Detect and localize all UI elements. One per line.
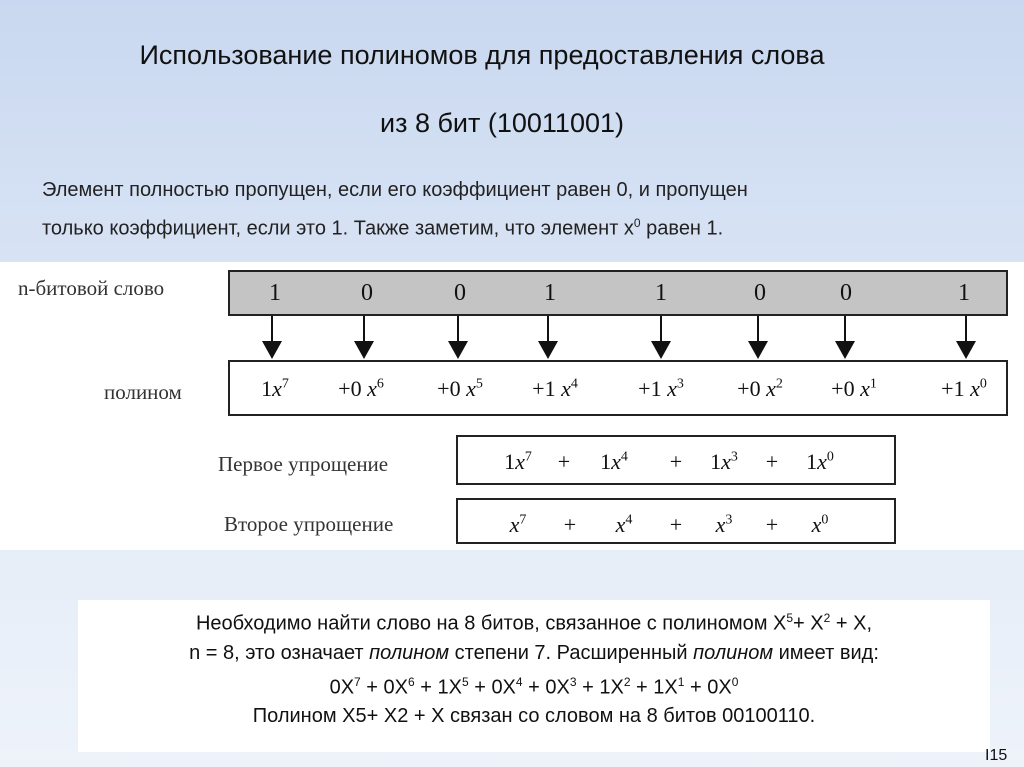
term-variable: x [817, 449, 827, 474]
intro-line2-tail: равен 1. [640, 217, 724, 240]
bit-cell: 1 [269, 280, 281, 306]
note-line1-b: + X [793, 612, 824, 635]
polynomial-term [437, 376, 483, 402]
arrow-head [748, 341, 768, 359]
term-variable: x [272, 376, 282, 401]
polynomial-term [616, 512, 633, 538]
note-line2-c: имеет вид: [773, 641, 879, 664]
intro-line1: Элемент полностью пропущен, если его коэффициент равен 0, и пропущен [42, 179, 748, 201]
bit-cell: 1 [655, 280, 667, 306]
explanation-box [78, 600, 990, 752]
expanded-term-separator: + [468, 676, 492, 699]
bit-word-box [228, 270, 1008, 316]
arrow-head [651, 341, 671, 359]
arrow-stem [271, 316, 273, 342]
arrow-head [262, 341, 282, 359]
bit-cell: 0 [454, 280, 466, 306]
plus-sign: + [765, 512, 779, 537]
arrow-head [835, 341, 855, 359]
term-exponent: 5 [475, 376, 483, 392]
polynomial-term [510, 512, 527, 538]
arrow-stem [457, 316, 459, 342]
expanded-term-exponent: 3 [569, 674, 577, 689]
bit-cell: 0 [754, 280, 766, 306]
term-coefficient: +0 [338, 376, 368, 401]
note-line1-c: + X, [830, 612, 873, 635]
polynomial-term [941, 376, 987, 402]
expanded-term-exponent: 6 [408, 674, 415, 689]
polynomial-term [504, 449, 532, 475]
note-line2 [78, 639, 990, 668]
intro-text [42, 174, 992, 246]
plus-sign: + [557, 449, 571, 474]
expanded-term-separator: + [360, 676, 384, 699]
arrow-stem [965, 316, 967, 342]
expanded-term-separator: + [414, 676, 438, 699]
term-variable: x [509, 512, 520, 537]
plus-sign: + [563, 512, 577, 537]
bit-cell: 1 [958, 280, 970, 306]
slide-title-line1: Использование полиномов для предоставления слова [139, 40, 825, 70]
term-variable: x [970, 376, 980, 401]
down-arrow-icon [651, 316, 671, 360]
expanded-term-exponent: 0 [731, 674, 739, 689]
term-variable: x [715, 512, 726, 537]
term-exponent: 4 [625, 512, 633, 528]
term-coefficient: 1 [806, 449, 818, 474]
expanded-term-base: 0X [707, 676, 732, 699]
arrow-stem [547, 316, 549, 342]
polynomial-term [710, 449, 738, 475]
term-variable: x [367, 376, 377, 401]
down-arrow-icon [448, 316, 468, 360]
polynomial-term [638, 376, 684, 402]
down-arrow-icon [262, 316, 282, 360]
slide-title-line2: из 8 бит (10011001) [379, 108, 624, 138]
term-coefficient: 1 [600, 449, 612, 474]
arrow-stem [844, 316, 846, 342]
polynomial-term [737, 376, 783, 402]
polynomial-box [228, 360, 1008, 416]
note-line4: Полином X5+ X2 + X связан со словом на 8 битов 00100110. [252, 705, 816, 728]
page-number: I15 [985, 747, 1008, 764]
arrow-head [448, 341, 468, 359]
term-variable: x [766, 376, 776, 401]
expanded-term-separator: + [576, 676, 600, 699]
term-exponent: 7 [519, 512, 527, 528]
arrow-stem [660, 316, 662, 342]
arrow-head [538, 341, 558, 359]
expanded-term-exponent: 1 [677, 674, 685, 689]
bit-cell: 1 [544, 280, 556, 306]
term-exponent: 1 [869, 376, 877, 392]
expanded-term-exponent: 4 [515, 674, 523, 689]
polynomial-row-label: полином [104, 380, 182, 404]
intro-line2 [42, 207, 992, 246]
expanded-term-base: 0X [491, 676, 516, 699]
polynomial-term [600, 449, 628, 475]
first-simplification-label: Первое упрощение [218, 452, 389, 476]
term-variable: x [611, 449, 621, 474]
bits-row-label: n-битовой слово [18, 276, 165, 300]
term-exponent: 6 [376, 376, 384, 392]
plus-sign: + [669, 512, 683, 537]
term-exponent: 0 [826, 449, 834, 465]
note-line2-b: степени 7. Расширенный [449, 641, 694, 664]
plus-sign: + [765, 449, 779, 474]
down-arrow-icon [748, 316, 768, 360]
term-coefficient: 1 [504, 449, 516, 474]
note-line1 [78, 604, 990, 639]
term-variable: x [615, 512, 626, 537]
term-exponent: 0 [979, 376, 987, 392]
bit-cell: 0 [361, 280, 373, 306]
term-exponent: 2 [775, 376, 783, 392]
down-arrow-icon [956, 316, 976, 360]
term-variable: x [515, 449, 525, 474]
expanded-term-exponent: 7 [354, 674, 361, 689]
expanded-term-exponent: 5 [461, 674, 469, 689]
term-exponent: 3 [730, 449, 738, 465]
expanded-term-separator: + [684, 676, 708, 699]
term-variable: x [811, 512, 822, 537]
term-variable: x [721, 449, 731, 474]
second-simplification-box [456, 498, 896, 544]
term-coefficient: +1 [638, 376, 668, 401]
term-variable: x [860, 376, 870, 401]
expanded-term-base: 0X [329, 676, 355, 699]
intro-line2-text: только коэффициент, если это 1. Также заметим, что элемент x [42, 217, 634, 240]
first-simplification-box [456, 435, 896, 485]
term-coefficient: +0 [831, 376, 861, 401]
arrow-head [354, 341, 374, 359]
expanded-term-base: 0X [545, 676, 570, 699]
term-exponent: 4 [570, 376, 578, 392]
intro-line2-exponent: 0 [633, 216, 641, 230]
expanded-term-base: 1X [653, 676, 678, 699]
term-exponent: 3 [676, 376, 684, 392]
polynomial-term [716, 512, 733, 538]
expanded-term-base: 1X [599, 676, 624, 699]
note-line3-expanded-polynomial [78, 668, 990, 703]
term-coefficient: +0 [737, 376, 767, 401]
polynomial-term [831, 376, 877, 402]
expanded-term-separator: + [522, 676, 546, 699]
polynomial-term [806, 449, 834, 475]
polynomial-term [261, 376, 289, 402]
note-line1-a: Необходимо найти слово на 8 битов, связанное с полиномом X [195, 612, 787, 635]
term-coefficient: +1 [532, 376, 562, 401]
note-line2-a: n = 8, это означает [189, 641, 370, 664]
expanded-term-exponent: 2 [623, 674, 631, 689]
expanded-term-separator: + [630, 676, 654, 699]
term-exponent: 7 [524, 449, 532, 465]
arrow-stem [757, 316, 759, 342]
arrow-head [956, 341, 976, 359]
note-line2-italic2: полином [693, 641, 774, 664]
bit-cell: 0 [840, 280, 852, 306]
arrow-stem [363, 316, 365, 342]
second-simplification-label: Второе упрощение [224, 512, 394, 536]
note-line1-exp2: 2 [823, 611, 831, 625]
term-variable: x [561, 376, 571, 401]
term-variable: x [466, 376, 476, 401]
term-coefficient: 1 [710, 449, 722, 474]
note-line2-italic1: полином [369, 641, 450, 664]
polynomial-term [812, 512, 829, 538]
term-variable: x [667, 376, 677, 401]
down-arrow-icon [354, 316, 374, 360]
term-exponent: 3 [725, 512, 733, 528]
down-arrow-icon [835, 316, 855, 360]
expanded-term-base: 1X [437, 676, 462, 699]
term-exponent: 4 [620, 449, 628, 465]
polynomial-term [532, 376, 578, 402]
down-arrow-icon [538, 316, 558, 360]
term-exponent: 7 [281, 376, 289, 392]
term-coefficient: +0 [437, 376, 467, 401]
expanded-term-base: 0X [383, 676, 408, 699]
note-line1-exp1: 5 [786, 611, 794, 625]
term-exponent: 0 [821, 512, 829, 528]
term-coefficient: 1 [261, 376, 273, 401]
term-coefficient: +1 [941, 376, 971, 401]
plus-sign: + [669, 449, 683, 474]
polynomial-term [338, 376, 384, 402]
